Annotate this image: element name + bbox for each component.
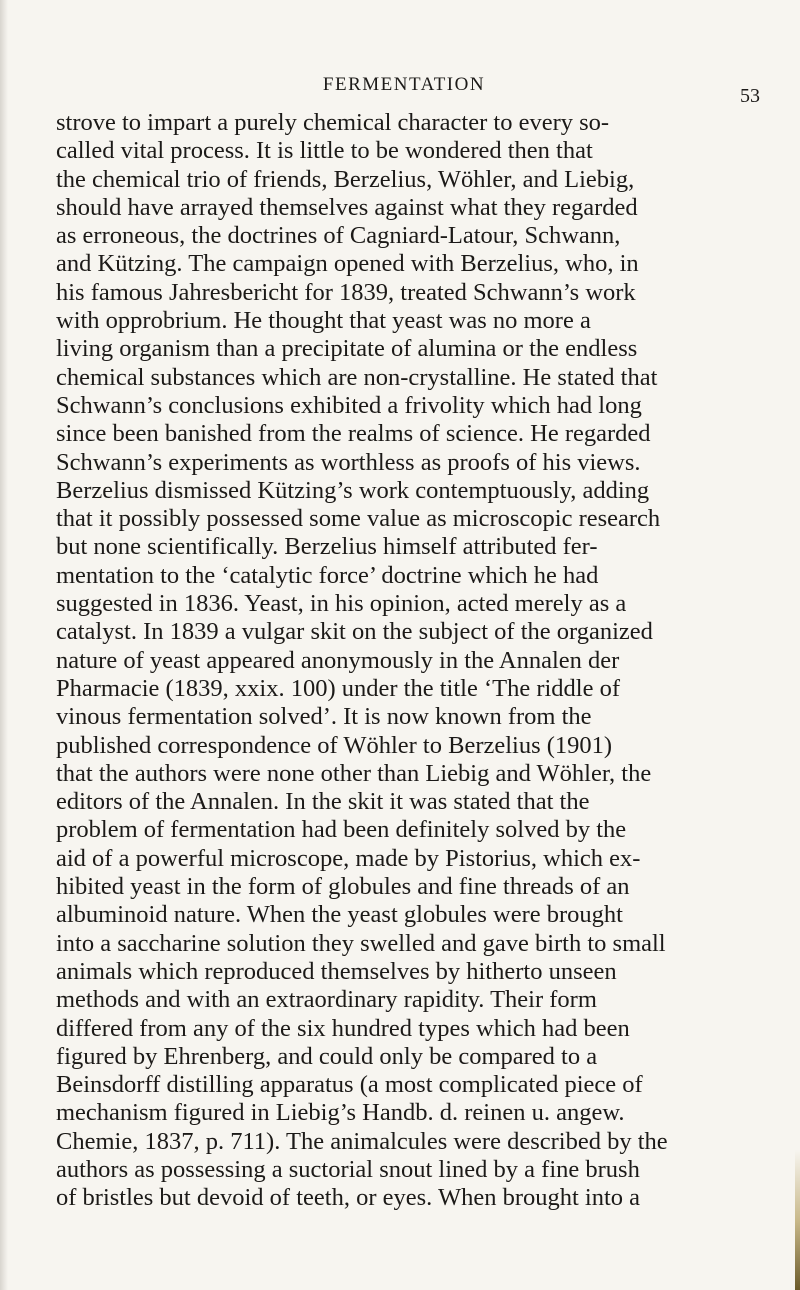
body-text	[56, 109, 796, 1213]
text-line: Pharmacie (1839, xxix. 100) under the title ‘The riddle of	[56, 674, 621, 702]
text-line: aid of a powerful microscope, made by Pistorius, which ex-	[56, 844, 641, 872]
text-line: Berzelius dismissed Kützing’s work contemptuously, adding	[56, 476, 650, 504]
text-line: methods and with an extraordinary rapidity. Their form	[56, 986, 597, 1014]
text-line: hibited yeast in the form of globules and fine threads of an	[56, 873, 630, 901]
text-line: but none scientifically. Berzelius himself attributed fer-	[56, 533, 598, 561]
text-line: since been banished from the realms of science. He regarded	[56, 420, 651, 448]
text-line: suggested in 1836. Yeast, in his opinion, acted merely as a	[56, 590, 627, 618]
text-line: into a saccharine solution they swelled and gave birth to small	[56, 929, 666, 957]
text-line: living organism than a precipitate of alumina or the endless	[56, 335, 638, 363]
binding-shadow	[0, 0, 8, 1290]
text-line: as erroneous, the doctrines of Cagniard-Latour, Schwann,	[56, 222, 621, 250]
text-line: differed from any of the six hundred types which had been	[56, 1014, 630, 1042]
text-line: authors as possessing a suctorial snout lined by a fine brush	[56, 1155, 640, 1183]
text-line: called vital process. It is little to be wondered then that	[56, 137, 593, 165]
text-line: Schwann’s experiments as worthless as proofs of his views.	[56, 448, 641, 476]
text-line: Beinsdorff distilling apparatus (a most complicated piece of	[56, 1071, 643, 1099]
text-line: Schwann’s conclusions exhibited a frivolity which had long	[56, 391, 642, 419]
text-line: problem of fermentation had been definitely solved by the	[56, 816, 627, 844]
text-line: of bristles but devoid of teeth, or eyes. When brought into a	[56, 1184, 641, 1212]
text-line: editors of the Annalen. In the skit it was stated that the	[56, 788, 590, 816]
text-line: nature of yeast appeared anonymously in the Annalen der	[56, 646, 620, 674]
text-line: mechanism figured in Liebig’s Handb. d. reinen u. angew.	[56, 1099, 625, 1127]
text-line: with opprobrium. He thought that yeast was no more a	[56, 307, 591, 335]
text-line: mentation to the ‘catalytic force’ doctrine which he had	[56, 561, 599, 589]
running-head: FERMENTATION	[322, 74, 486, 95]
text-line: his famous Jahresbericht for 1839, treated Schwann’s work	[56, 278, 636, 306]
text-line: vinous fermentation solved’. It is now known from the	[56, 703, 592, 731]
text-line: and Kützing. The campaign opened with Berzelius, who, in	[56, 250, 639, 278]
text-line: the chemical trio of friends, Berzelius, Wöhler, and Liebig,	[56, 165, 635, 193]
text-line: chemical substances which are non-crystalline. He stated that	[56, 363, 658, 391]
text-line: catalyst. In 1839 a vulgar skit on the subject of the organized	[56, 618, 653, 646]
text-line: published correspondence of Wöhler to Berzelius (1901)	[56, 731, 613, 759]
text-line: animals which reproduced themselves by hitherto unseen	[56, 957, 617, 985]
text-line: albuminoid nature. When the yeast globules were brought	[56, 901, 623, 929]
text-line: Chemie, 1837, p. 711). The animalcules were described by the	[56, 1127, 668, 1155]
text-line: strove to impart a purely chemical character to every so-	[56, 109, 610, 136]
page-edge-shadow	[795, 1150, 800, 1290]
text-line: should have arrayed themselves against what they regarded	[56, 193, 638, 221]
text-line: figured by Ehrenberg, and could only be compared to a	[56, 1042, 598, 1070]
page-number: 53	[740, 85, 760, 107]
text-line: that the authors were none other than Liebig and Wöhler, the	[56, 759, 652, 787]
text-line: that it possibly possessed some value as microscopic research	[56, 505, 661, 533]
